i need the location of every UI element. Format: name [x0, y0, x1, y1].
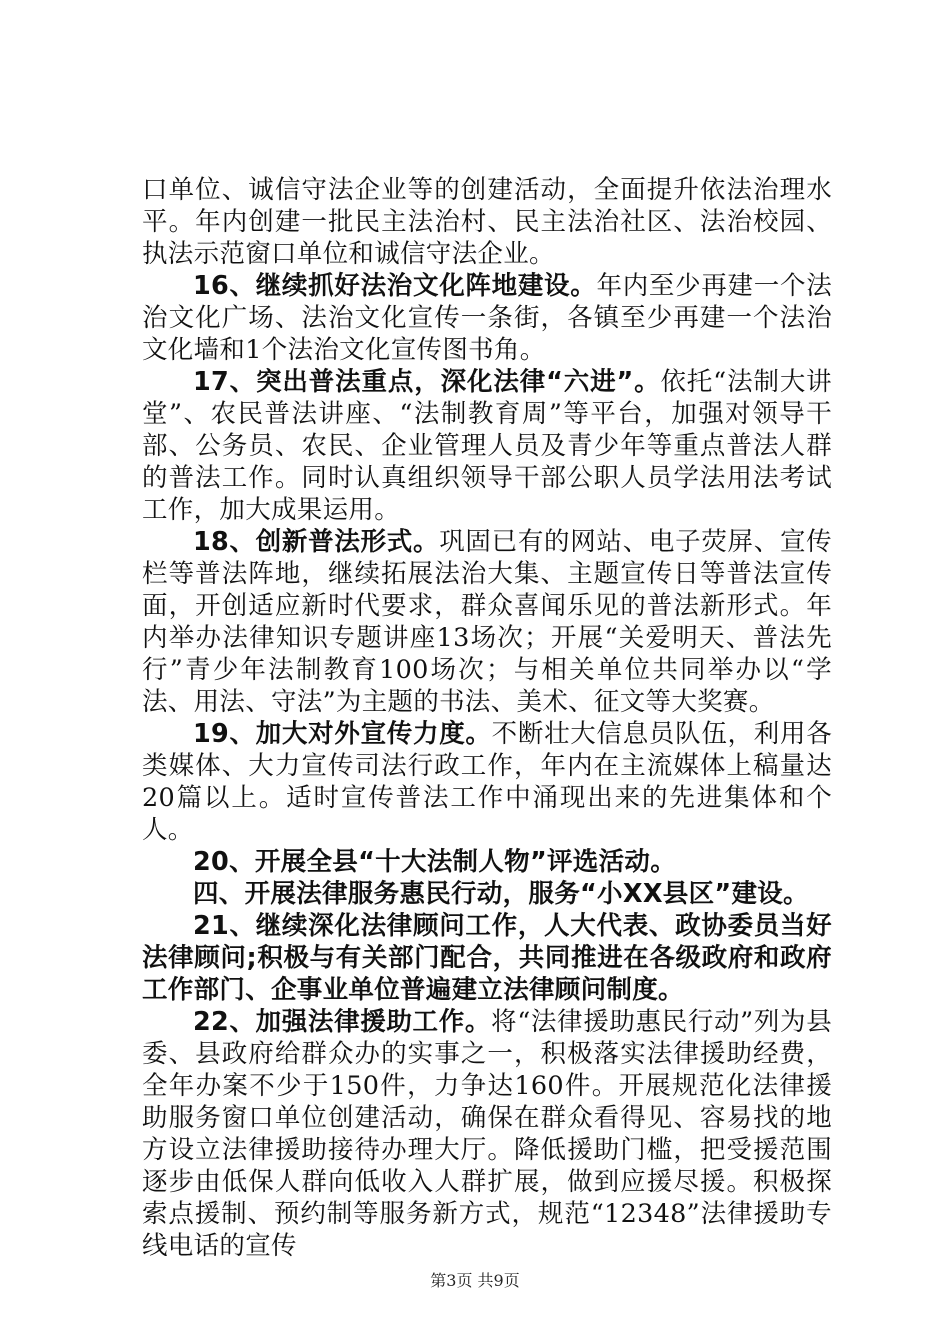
paragraph-21: [142, 910, 832, 1006]
paragraph-17: [142, 366, 832, 526]
paragraph-16: [142, 270, 832, 366]
paragraph-heading: 16、继续抓好法治文化阵地建设。: [193, 271, 597, 301]
paragraph-heading: 20、开展全县“十大法制人物”评选活动。: [193, 847, 677, 877]
paragraph-heading: 17、突出普法重点，深化法律“六进”。: [193, 367, 661, 397]
section-heading-4: [142, 878, 832, 910]
paragraph-22: [142, 1006, 832, 1262]
paragraph-text: 口单位、诚信守法企业等的创建活动，全面提升依法治理水平。年内创建一批民主法治村、民主法治社区、法治校园、执法示范窗口单位和诚信守法企业。: [142, 175, 832, 269]
paragraph-text: 依托“法制大讲堂”、农民普法讲座、“法制教育周”等平台，加强对领导干部、公务员、农民、企业管理人员及青少年等重点普法人群的普法工作。同时认真组织领导干部公职人员学法用法考试工作，加大成果运用。: [142, 367, 832, 525]
document-body: [142, 174, 832, 1262]
page-footer: 第3页 共9页: [430, 1271, 520, 1290]
paragraph-text: 年内至少再建一个法治文化广场、法治文化宣传一条街，各镇至少再建一个法治文化墙和1个法治文化宣传图书角。: [142, 271, 832, 365]
paragraph-20: [142, 846, 832, 878]
paragraph-heading: 22、加强法律援助工作。: [193, 1007, 492, 1037]
paragraph-text: 不断壮大信息员队伍，利用各类媒体、大力宣传司法行政工作，年内在主流媒体上稿量达20篇以上。适时宣传普法工作中涌现出来的先进集体和个人。: [142, 719, 832, 845]
paragraph-heading: 18、创新普法形式。: [193, 527, 440, 557]
paragraph-heading: 19、加大对外宣传力度。: [193, 719, 492, 749]
paragraph-text: 将“法律援助惠民行动”列为县委、县政府给群众办的实事之一，积极落实法律援助经费，全年办案不少于150件，力争达160件。开展规范化法律援助服务窗口单位创建活动，确保在群众看得见、容易找的地方设立法律援助接待办理大厅。降低援助门槛，把受援范围逐步由低保人群向低收入人群扩展，做到应援尽援。积极探索点援制、预约制等服务新方式，规范“12348”法律援助专线电话的宣传: [142, 1007, 832, 1261]
paragraph-heading: 四、开展法律服务惠民行动，服务“小XX县区”建设。: [193, 879, 809, 909]
paragraph-continuation: [142, 174, 832, 270]
paragraph-18: [142, 526, 832, 718]
paragraph-heading: 21、继续深化法律顾问工作，人大代表、政协委员当好法律顾问;积极与有关部门配合，共同推进在各级政府和政府工作部门、企事业单位普遍建立法律顾问制度。: [142, 911, 832, 1005]
paragraph-19: [142, 718, 832, 846]
paragraph-text: 巩固已有的网站、电子荧屏、宣传栏等普法阵地，继续拓展法治大集、主题宣传日等普法宣传面，开创适应新时代要求，群众喜闻乐见的普法新形式。年内举办法律知识专题讲座13场次；开展“关爱明天、普法先行”青少年法制教育100场次；与相关单位共同举办以“学法、用法、守法”为主题的书法、美术、征文等大奖赛。: [142, 527, 832, 717]
